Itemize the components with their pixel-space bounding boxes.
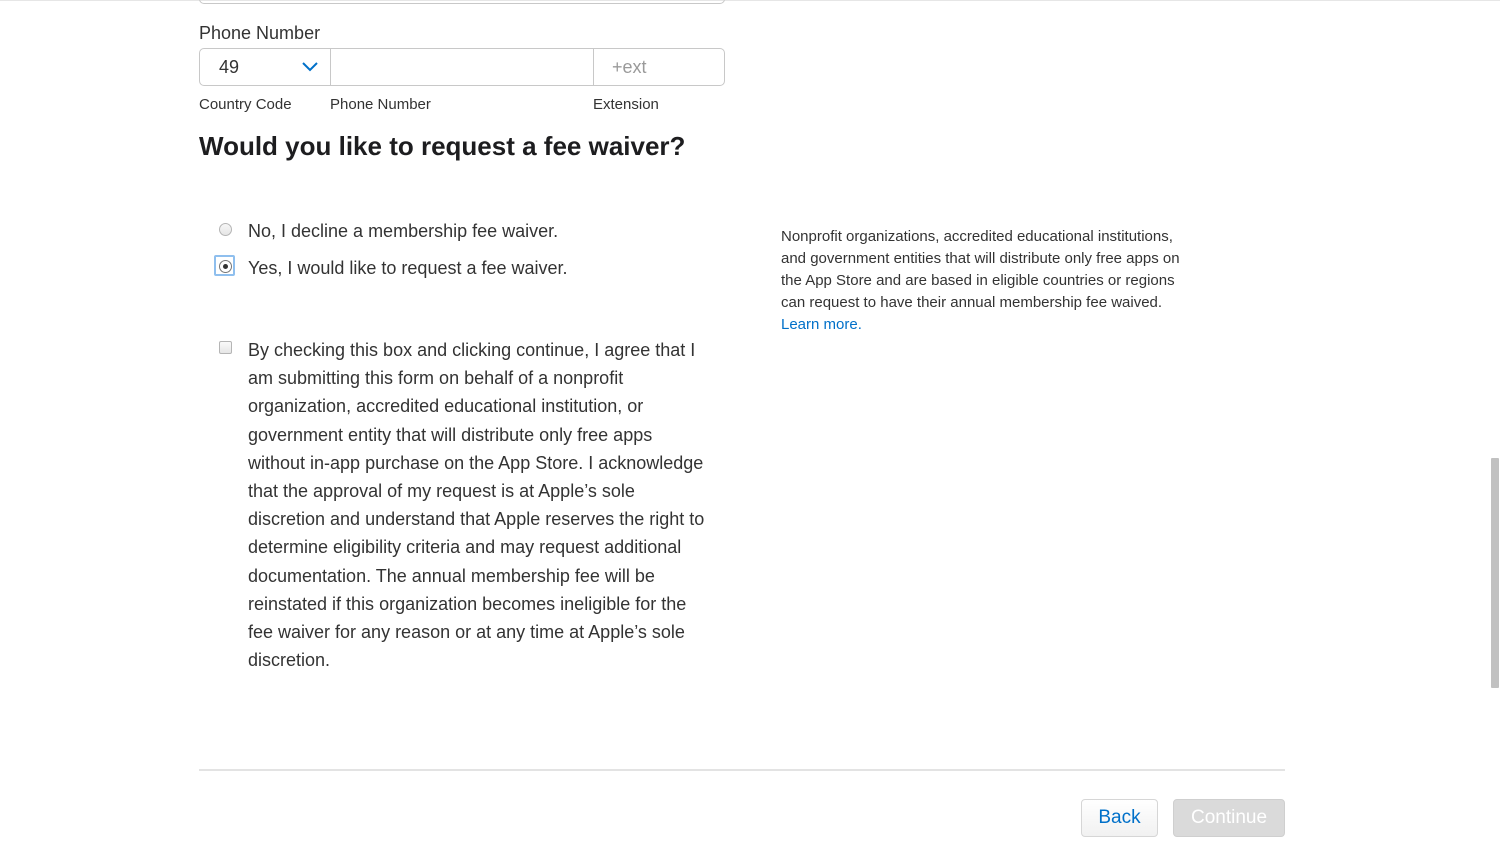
scrollbar-thumb[interactable] <box>1491 458 1499 688</box>
fee-waiver-info <box>781 226 1191 336</box>
extension-field-wrap <box>594 49 724 85</box>
fee-waiver-question: Would you like to request a fee waiver? <box>199 131 686 161</box>
option-request-label[interactable]: Yes, I would like to request a fee waiver. <box>248 258 568 278</box>
phone-number-input[interactable] <box>331 49 593 85</box>
phone-number-field-wrap <box>331 49 594 85</box>
agreement-checkbox[interactable] <box>219 341 232 354</box>
extension-label: Extension <box>593 96 659 113</box>
country-code-label: Country Code <box>199 96 292 113</box>
learn-more-link[interactable]: Learn more. <box>781 316 862 333</box>
chevron-down-icon <box>300 58 320 74</box>
option-decline-label[interactable]: No, I decline a membership fee waiver. <box>248 221 559 241</box>
back-button[interactable]: Back <box>1081 799 1158 837</box>
phone-input-group <box>199 48 725 86</box>
extension-input[interactable] <box>594 49 724 85</box>
agreement-text: By checking this box and clicking continue, I agree that I am submitting this form on behalf of a nonprofit organization, accredited educational institution, or government entity that will distribute only free apps without in-app purchase on the App Store. I acknowledge that the approval of my request is at Apple’s sole discretion and understand that Apple reserves the right to determine eligibility criteria and may request additional documentation. The annual membership fee will be reinstated if this organization becomes ineligible for the fee waiver for any reason or at any time at Apple’s sole discretion. <box>248 340 705 671</box>
footer-divider <box>199 769 1285 771</box>
phone-number-label: Phone Number <box>330 96 431 113</box>
fee-waiver-info-text: Nonprofit organizations, accredited educational institutions, and government entities that will distribute only free apps on the App Store and are based in eligible countries or regions can request to have their annual membership fee waived. <box>781 228 1180 311</box>
continue-button[interactable]: Continue <box>1173 799 1285 837</box>
previous-input-field[interactable] <box>199 0 725 4</box>
radio-request-waiver[interactable] <box>219 260 232 273</box>
phone-section-label: Phone Number <box>199 23 321 43</box>
country-code-select[interactable] <box>200 49 331 85</box>
country-code-value: 49 <box>219 57 240 77</box>
radio-decline-waiver[interactable] <box>219 223 232 236</box>
